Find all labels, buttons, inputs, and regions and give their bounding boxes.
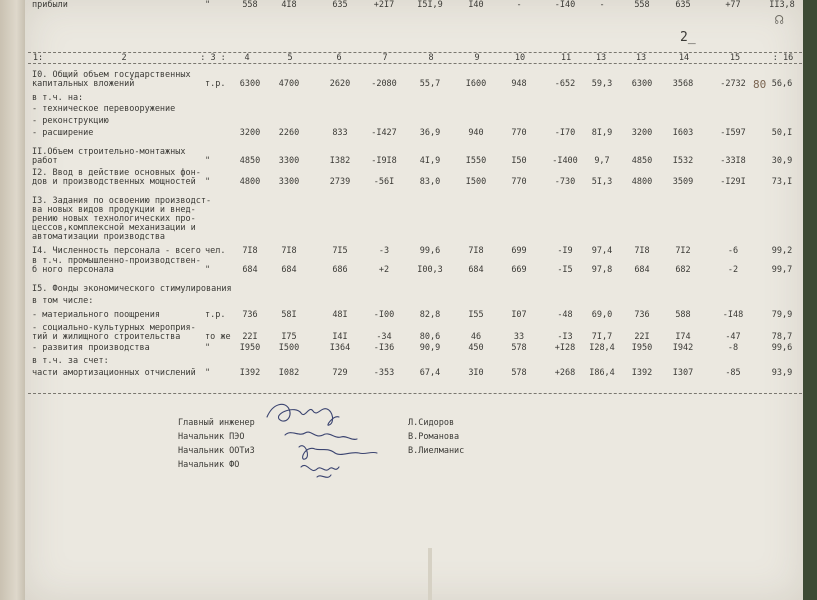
value-cell: +268 — [554, 368, 576, 378]
row-label: части амортизационных отчислений — [32, 368, 196, 378]
column-number: 2 — [121, 53, 127, 63]
row-label: I4. Численность персонала - всего — [32, 246, 201, 256]
value-cell: 93,9 — [771, 368, 793, 378]
value-cell: 97,8 — [591, 265, 613, 275]
value-cell: -I29I — [720, 177, 746, 187]
value-cell: -85 — [725, 368, 741, 378]
column-number: 9 — [474, 53, 480, 63]
value-cell: 99,2 — [771, 246, 793, 256]
column-number: 5 — [287, 53, 293, 63]
value-cell: 58I — [281, 310, 297, 320]
value-cell: I07 — [511, 310, 527, 320]
column-number: 6 — [336, 53, 342, 63]
row-label: - расширение — [32, 128, 94, 138]
value-cell: 2739 — [329, 177, 351, 187]
unit-cell: " — [205, 265, 211, 275]
value-cell: I40 — [468, 0, 484, 10]
value-cell: 50,I — [771, 128, 793, 138]
signatory-title: Начальник ООТиЗ — [178, 446, 255, 456]
margin-mark: 80 — [753, 78, 767, 91]
value-cell: II3,8 — [769, 0, 795, 10]
row-label: I2. Ввод в действие основных фон- — [32, 168, 201, 178]
value-cell: 770 — [511, 128, 527, 138]
value-cell: 7I,7 — [591, 332, 613, 342]
value-cell: -I40 — [554, 0, 576, 10]
row-label: I5. Фонды экономического стимулирования — [32, 284, 232, 294]
value-cell: 682 — [675, 265, 691, 275]
column-number: 15 — [729, 53, 741, 63]
value-cell: I50 — [511, 156, 527, 166]
value-cell: 99,7 — [771, 265, 793, 275]
value-cell: 2620 — [329, 79, 351, 89]
value-cell: 669 — [511, 265, 527, 275]
signatory-name: В.Романова — [408, 432, 460, 442]
paper-tear — [428, 548, 432, 600]
value-cell: -I70 — [554, 128, 576, 138]
value-cell: -I427 — [371, 128, 397, 138]
unit-cell: т.р. — [205, 79, 226, 89]
value-cell: -34 — [376, 332, 392, 342]
value-cell: 940 — [468, 128, 484, 138]
value-cell: 4850 — [631, 156, 653, 166]
value-cell: 3200 — [239, 128, 261, 138]
value-cell: I392 — [239, 368, 261, 378]
value-cell: 79,9 — [771, 310, 793, 320]
value-cell: 30,9 — [771, 156, 793, 166]
value-cell: 55,7 — [419, 79, 441, 89]
row-label: в т.ч. на: — [32, 93, 84, 103]
column-number: 1: — [32, 53, 44, 63]
value-cell: 3200 — [631, 128, 653, 138]
value-cell: 635 — [675, 0, 691, 10]
value-cell: -8 — [727, 343, 739, 353]
column-number: 13 — [595, 53, 607, 63]
value-cell: I86,4 — [589, 368, 615, 378]
value-cell: -56I — [373, 177, 395, 187]
column-number: 14 — [678, 53, 690, 63]
value-cell: I74 — [675, 332, 691, 342]
value-cell: 3I0 — [468, 368, 484, 378]
value-cell: -730 — [554, 177, 576, 187]
value-cell: 22I — [242, 332, 258, 342]
column-number: 7 — [382, 53, 388, 63]
value-cell: 3509 — [672, 177, 694, 187]
value-cell: I532 — [672, 156, 694, 166]
page-number: 2_ — [680, 30, 696, 45]
value-cell: +2 — [378, 265, 390, 275]
value-cell: -2 — [727, 265, 739, 275]
value-cell: I550 — [465, 156, 487, 166]
signatory-title: Главный инженер — [178, 418, 255, 428]
column-number: 11 — [560, 53, 572, 63]
column-number: 4 — [244, 53, 250, 63]
value-cell: +2I7 — [373, 0, 395, 10]
value-cell: I950 — [631, 343, 653, 353]
value-cell: 78,7 — [771, 332, 793, 342]
value-cell: 59,3 — [591, 79, 613, 89]
unit-cell: чел. — [205, 246, 226, 256]
unit-cell: " — [205, 177, 211, 187]
value-cell: 90,9 — [419, 343, 441, 353]
value-cell: 7I8 — [281, 246, 297, 256]
value-cell: 558 — [242, 0, 258, 10]
value-cell: 56,6 — [771, 79, 793, 89]
value-cell: -I36 — [373, 343, 395, 353]
row-label: в т.ч. промышленно-производствен- — [32, 256, 201, 266]
row-label: - материального поощрения — [32, 310, 160, 320]
row-label: в т.ч. за счет: — [32, 356, 109, 366]
value-cell: -2732 — [720, 79, 746, 89]
value-cell: 69,0 — [591, 310, 613, 320]
value-cell: I600 — [465, 79, 487, 89]
value-cell: 699 — [511, 246, 527, 256]
column-number: 13 — [635, 53, 647, 63]
value-cell: 2260 — [278, 128, 300, 138]
value-cell: I082 — [278, 368, 300, 378]
value-cell: 7I2 — [675, 246, 691, 256]
value-cell: 8I,9 — [591, 128, 613, 138]
value-cell: 588 — [675, 310, 691, 320]
value-cell: I382 — [329, 156, 351, 166]
value-cell: -I597 — [720, 128, 746, 138]
value-cell: - — [516, 0, 522, 10]
value-cell: +I28 — [554, 343, 576, 353]
value-cell: 73,I — [771, 177, 793, 187]
value-cell: 635 — [332, 0, 348, 10]
unit-cell: " — [205, 368, 211, 378]
row-label: I0. Общий объем государственных — [32, 70, 191, 80]
value-cell: 33 — [513, 332, 525, 342]
value-cell: 736 — [634, 310, 650, 320]
handwritten-signatures — [255, 395, 385, 485]
value-cell: 7I8 — [468, 246, 484, 256]
value-cell: I28,4 — [589, 343, 615, 353]
value-cell: 4I,9 — [419, 156, 441, 166]
value-cell: 684 — [242, 265, 258, 275]
value-cell: 46 — [470, 332, 482, 342]
value-cell: -I3 — [557, 332, 573, 342]
signatory-title: Начальник ПЭО — [178, 432, 245, 442]
value-cell: 450 — [468, 343, 484, 353]
value-cell: 6300 — [631, 79, 653, 89]
column-number: : 16 — [772, 53, 794, 63]
value-cell: -I5 — [557, 265, 573, 275]
value-cell: 4800 — [239, 177, 261, 187]
unit-cell: " — [205, 0, 211, 10]
document-sheet — [25, 0, 803, 600]
value-cell: -2080 — [371, 79, 397, 89]
value-cell: -3 — [378, 246, 390, 256]
column-number: 10 — [514, 53, 526, 63]
value-cell: I942 — [672, 343, 694, 353]
row-label: прибыли — [32, 0, 68, 10]
value-cell: I500 — [465, 177, 487, 187]
value-cell: +77 — [725, 0, 741, 10]
row-label: капитальных вложений — [32, 79, 135, 89]
row-label: автоматизации производства — [32, 232, 166, 242]
row-label: б ного персонала — [32, 265, 114, 275]
row-label: рению новых технологических про- — [32, 214, 196, 224]
value-cell: I307 — [672, 368, 694, 378]
value-cell: 3568 — [672, 79, 694, 89]
value-cell: I392 — [631, 368, 653, 378]
value-cell: 22I — [634, 332, 650, 342]
value-cell: -I9I8 — [371, 156, 397, 166]
value-cell: 36,9 — [419, 128, 441, 138]
value-cell: 684 — [468, 265, 484, 275]
value-cell: -I00 — [373, 310, 395, 320]
value-cell: 48I — [332, 310, 348, 320]
column-number: 8 — [428, 53, 434, 63]
value-cell: 4800 — [631, 177, 653, 187]
value-cell: 833 — [332, 128, 348, 138]
row-label: - социально-культурных мероприя- — [32, 323, 196, 333]
row-label: ва новых видов продукции и внед- — [32, 205, 196, 215]
row-label: II.Объем строительно-монтажных — [32, 147, 186, 157]
value-cell: 5I,3 — [591, 177, 613, 187]
signatory-name: Л.Сидоров — [408, 418, 455, 428]
value-cell: 7I8 — [242, 246, 258, 256]
value-cell: -33I8 — [720, 156, 746, 166]
value-cell: 4I8 — [281, 0, 297, 10]
value-cell: I55 — [468, 310, 484, 320]
value-cell: 7I8 — [634, 246, 650, 256]
value-cell: 684 — [634, 265, 650, 275]
corner-mark: ☊ — [775, 12, 784, 28]
unit-cell: то же — [205, 332, 231, 342]
value-cell: I00,3 — [417, 265, 443, 275]
value-cell: - — [599, 0, 605, 10]
value-cell: 558 — [634, 0, 650, 10]
unit-cell: " — [205, 156, 211, 166]
row-label: цессов,комплексной механизации и — [32, 223, 196, 233]
signatory-name: В.Лиелманис — [408, 446, 465, 456]
value-cell: I75 — [281, 332, 297, 342]
row-label: - развития производства — [32, 343, 150, 353]
row-label: тий и жилищного строительства — [32, 332, 181, 342]
value-cell: 3300 — [278, 156, 300, 166]
value-cell: 3300 — [278, 177, 300, 187]
value-cell: 729 — [332, 368, 348, 378]
value-cell: 4700 — [278, 79, 300, 89]
value-cell: I950 — [239, 343, 261, 353]
row-label: работ — [32, 156, 58, 166]
table-rule-bottom — [28, 393, 802, 394]
value-cell: 83,0 — [419, 177, 441, 187]
row-label: - реконструкцию — [32, 116, 109, 126]
row-label: I3. Задания по освоению производст- — [32, 196, 212, 206]
signatory-title: Начальник ФО — [178, 460, 240, 470]
value-cell: I364 — [329, 343, 351, 353]
value-cell: 4850 — [239, 156, 261, 166]
value-cell: 578 — [511, 368, 527, 378]
value-cell: -48 — [557, 310, 573, 320]
value-cell: -I400 — [552, 156, 578, 166]
value-cell: I4I — [332, 332, 348, 342]
row-label: в том числе: — [32, 296, 94, 306]
value-cell: 9,7 — [594, 156, 610, 166]
unit-cell: т.р. — [205, 310, 226, 320]
value-cell: 736 — [242, 310, 258, 320]
value-cell: -6 — [727, 246, 739, 256]
value-cell: 6300 — [239, 79, 261, 89]
value-cell: 82,8 — [419, 310, 441, 320]
row-label: дов и производственных мощностей — [32, 177, 196, 187]
column-number: : 3 : — [200, 53, 226, 63]
value-cell: -353 — [373, 368, 395, 378]
value-cell: 948 — [511, 79, 527, 89]
value-cell: 99,6 — [771, 343, 793, 353]
value-cell: -I9 — [557, 246, 573, 256]
value-cell: 97,4 — [591, 246, 613, 256]
value-cell: -I48 — [722, 310, 744, 320]
value-cell: 80,6 — [419, 332, 441, 342]
value-cell: -652 — [554, 79, 576, 89]
row-label: - техническое перевооружение — [32, 104, 176, 114]
value-cell: 7I5 — [332, 246, 348, 256]
unit-cell: " — [205, 343, 211, 353]
value-cell: 684 — [281, 265, 297, 275]
value-cell: -47 — [725, 332, 741, 342]
value-cell: 686 — [332, 265, 348, 275]
header-rule-bottom — [28, 63, 802, 64]
value-cell: I500 — [278, 343, 300, 353]
value-cell: I603 — [672, 128, 694, 138]
value-cell: 99,6 — [419, 246, 441, 256]
value-cell: 578 — [511, 343, 527, 353]
value-cell: I5I,9 — [417, 0, 443, 10]
value-cell: 770 — [511, 177, 527, 187]
value-cell: 67,4 — [419, 368, 441, 378]
